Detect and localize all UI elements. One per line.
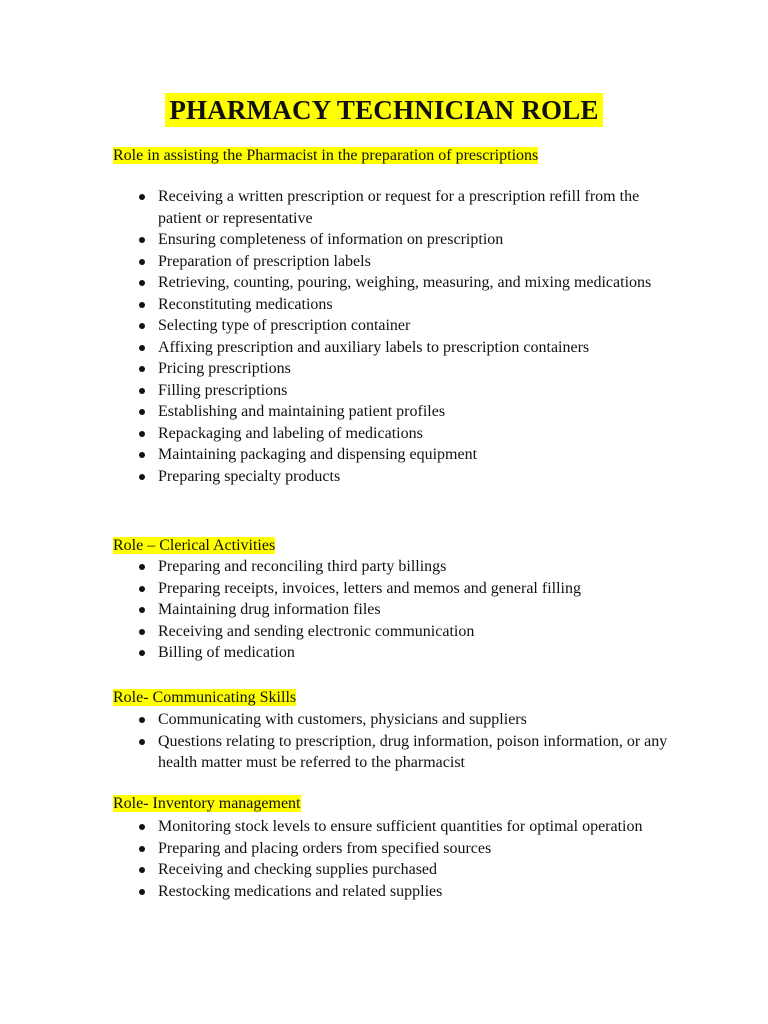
list-item: Receiving and sending electronic communication <box>113 621 673 643</box>
list-item: Establishing and maintaining patient profiles <box>113 401 673 423</box>
list-item: Restocking medications and related supplies <box>113 881 673 903</box>
section-heading-preparation <box>113 145 538 167</box>
list-item: Preparing and reconciling third party billings <box>113 556 673 578</box>
section-heading-inventory <box>113 793 301 815</box>
list-item: Preparing and placing orders from specified sources <box>113 838 673 860</box>
list-item: Selecting type of prescription container <box>113 315 673 337</box>
list-item: Questions relating to prescription, drug information, poison information, or any health matter must be referred to the pharmacist <box>113 731 673 774</box>
list-item: Monitoring stock levels to ensure sufficient quantities for optimal operation <box>113 816 673 838</box>
list-item: Billing of medication <box>113 642 673 664</box>
section-heading-text: Role – Clerical Activities <box>113 537 276 554</box>
section-heading-communicating <box>113 687 296 709</box>
list-item: Retrieving, counting, pouring, weighing, measuring, and mixing medications <box>113 272 673 294</box>
section-heading-text: Role- Communicating Skills <box>113 689 297 706</box>
section-list-communicating <box>113 709 673 774</box>
section-heading-text: Role- Inventory management <box>113 795 301 812</box>
list-item: Ensuring completeness of information on prescription <box>113 229 673 251</box>
section-heading-clerical <box>113 535 275 557</box>
list-item: Receiving and checking supplies purchased <box>113 859 673 881</box>
list-item: Preparing specialty products <box>113 466 673 488</box>
section-list-preparation <box>113 186 673 487</box>
list-item: Maintaining drug information files <box>113 599 673 621</box>
list-item: Maintaining packaging and dispensing equipment <box>113 444 673 466</box>
list-item: Pricing prescriptions <box>113 358 673 380</box>
list-item: Affixing prescription and auxiliary labels to prescription containers <box>113 337 673 359</box>
section-list-inventory <box>113 816 673 902</box>
document-title <box>0 90 768 127</box>
list-item: Communicating with customers, physicians and suppliers <box>113 709 673 731</box>
list-item: Receiving a written prescription or request for a prescription refill from the patient or representative <box>113 186 673 229</box>
list-item: Preparation of prescription labels <box>113 251 673 273</box>
list-item: Reconstituting medications <box>113 294 673 316</box>
list-item: Preparing receipts, invoices, letters and memos and general filling <box>113 578 673 600</box>
list-item: Filling prescriptions <box>113 380 673 402</box>
document-title-text: PHARMACY TECHNICIAN ROLE <box>165 93 602 127</box>
section-list-clerical <box>113 556 673 664</box>
list-item: Repackaging and labeling of medications <box>113 423 673 445</box>
section-heading-text: Role in assisting the Pharmacist in the preparation of prescriptions <box>113 147 539 164</box>
